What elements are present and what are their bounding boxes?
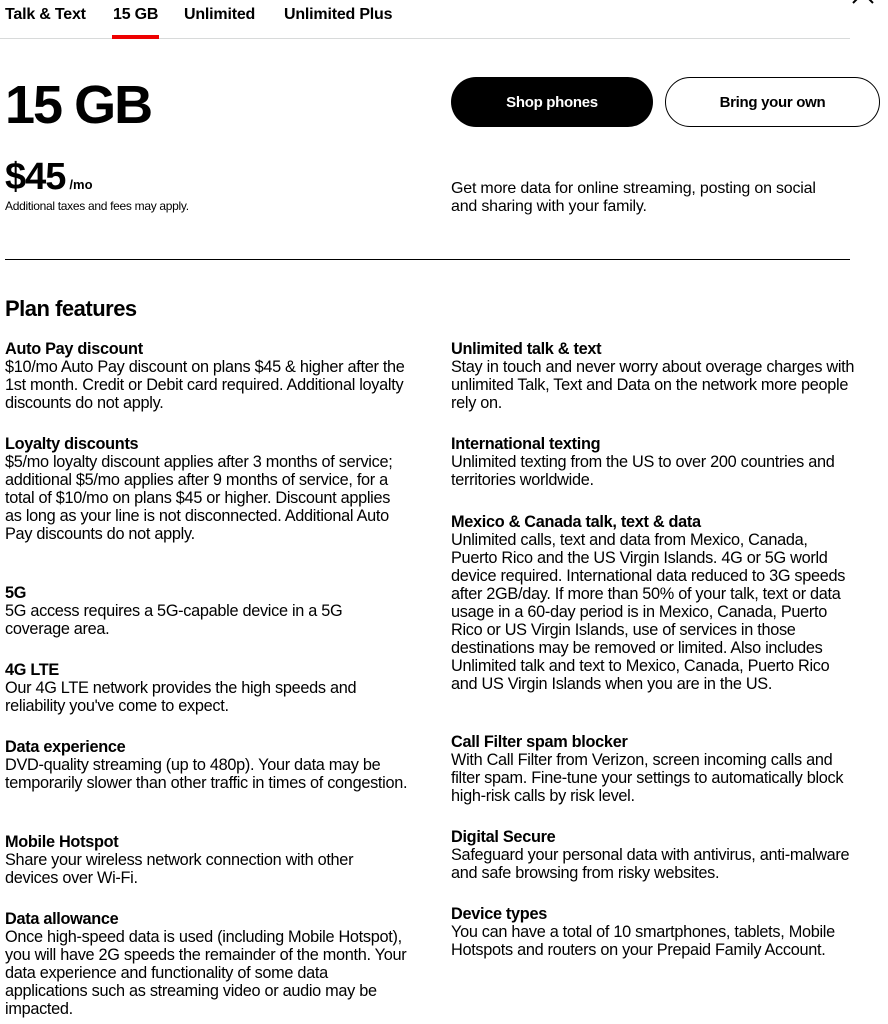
- feature-title: Loyalty discounts: [5, 435, 139, 453]
- feature-international-texting: [451, 435, 856, 489]
- feature-title: 5G: [5, 584, 27, 602]
- feature-title: Mexico & Canada talk, text & data: [451, 513, 701, 531]
- feature-digital-secure: [451, 828, 856, 882]
- feature-description: Unlimited calls, text and data from Mexico, Canada, Puerto Rico and the US Virgin Islands. 4G or 5G world device required. International data reduced to 3G speeds after 2GB/day. If more than 50% of your talk, text or data usage in a 60-day period is in Mexico, Canada, Puerto Rico or US Virgin Islands, use of services in those destinations may be removed or limited. Also includes Unlimited talk and text to Mexico, Canada, Puerto Rico and US Virgin Islands when you are in the US.: [451, 531, 846, 693]
- shop-phones-button[interactable]: Shop phones: [451, 77, 653, 127]
- feature-title: Digital Secure: [451, 828, 556, 846]
- tab-unlimited[interactable]: Unlimited: [184, 6, 256, 23]
- feature-title: 4G LTE: [5, 661, 59, 679]
- price-amount: $45: [5, 156, 66, 198]
- feature-description: $10/mo Auto Pay discount on plans $45 & higher after the 1st month. Credit or Debit card required. Additional loyalty discounts do not apply.: [5, 358, 405, 412]
- feature-description: $5/mo loyalty discount applies after 3 months of service; additional $5/mo applies after 9 months of service, for a total of $10/mo on plans $45 or higher. Discount applies as long as your line is not disconnected. Additional Auto Pay discounts do not apply.: [5, 453, 393, 543]
- feature-title: Mobile Hotspot: [5, 833, 119, 851]
- plan-description: Get more data for online streaming, posting on social and sharing with your family.: [451, 180, 816, 215]
- tab-talk-and-text[interactable]: Talk & Text: [5, 6, 86, 23]
- plan-tabs: [0, 0, 850, 39]
- feature-description: Unlimited texting from the US to over 200 countries and territories worldwide.: [451, 453, 835, 489]
- feature-title: International texting: [451, 435, 601, 453]
- feature-device-types: [451, 905, 856, 959]
- bring-your-own-button[interactable]: Bring your own: [665, 77, 880, 127]
- feature-title: Data allowance: [5, 910, 119, 928]
- tab-unlimited-plus[interactable]: Unlimited Plus: [284, 6, 393, 23]
- feature-description: With Call Filter from Verizon, screen incoming calls and filter spam. Fine-tune your settings to automatically block high-risk calls by risk level.: [451, 751, 844, 805]
- feature-description: 5G access requires a 5G-capable device in a 5G coverage area.: [5, 602, 343, 638]
- feature-mexico-canada: [451, 513, 856, 693]
- feature-description: Safeguard your personal data with antivirus, anti-malware and safe browsing from risky websites.: [451, 846, 850, 882]
- feature-title: Call Filter spam blocker: [451, 733, 628, 751]
- feature-description: DVD-quality streaming (up to 480p). Your data may be temporarily slower than other traffic in times of congestion.: [5, 756, 408, 792]
- feature-4g-lte: [5, 661, 410, 715]
- feature-unlimited-talk-text: [451, 340, 856, 412]
- price-period: /mo: [69, 177, 93, 192]
- feature-data-allowance: [5, 910, 410, 1018]
- feature-title: Unlimited talk & text: [451, 340, 602, 358]
- feature-title: Auto Pay discount: [5, 340, 143, 358]
- feature-5g: [5, 584, 410, 638]
- feature-auto-pay-discount: [5, 340, 410, 412]
- tax-note: Additional taxes and fees may apply.: [5, 199, 189, 213]
- feature-description: You can have a total of 10 smartphones, tablets, Mobile Hotspots and routers on your Prepaid Family Account.: [451, 923, 835, 959]
- tab-15-gb[interactable]: 15 GB: [113, 6, 159, 23]
- feature-title: Device types: [451, 905, 547, 923]
- feature-description: Our 4G LTE network provides the high speeds and reliability you've come to expect.: [5, 679, 357, 715]
- plan-title: 15 GB: [5, 75, 152, 135]
- section-divider: [5, 259, 850, 260]
- feature-call-filter: [451, 733, 856, 805]
- feature-loyalty-discounts: [5, 435, 410, 543]
- feature-mobile-hotspot: [5, 833, 410, 887]
- plan-price: [5, 155, 93, 199]
- feature-description: Once high-speed data is used (including Mobile Hotspot), you will have 2G speeds the remainder of the month. Your data experience and functionality of some data applications such as streaming video or audio may be impacted.: [5, 928, 407, 1018]
- feature-title: Data experience: [5, 738, 126, 756]
- feature-description: Stay in touch and never worry about overage charges with unlimited Talk, Text and Data on the network more people rely on.: [451, 358, 855, 412]
- close-icon[interactable]: [850, 0, 876, 4]
- feature-description: Share your wireless network connection with other devices over Wi-Fi.: [5, 851, 354, 887]
- feature-data-experience: [5, 738, 410, 792]
- plan-features-heading: Plan features: [5, 296, 137, 321]
